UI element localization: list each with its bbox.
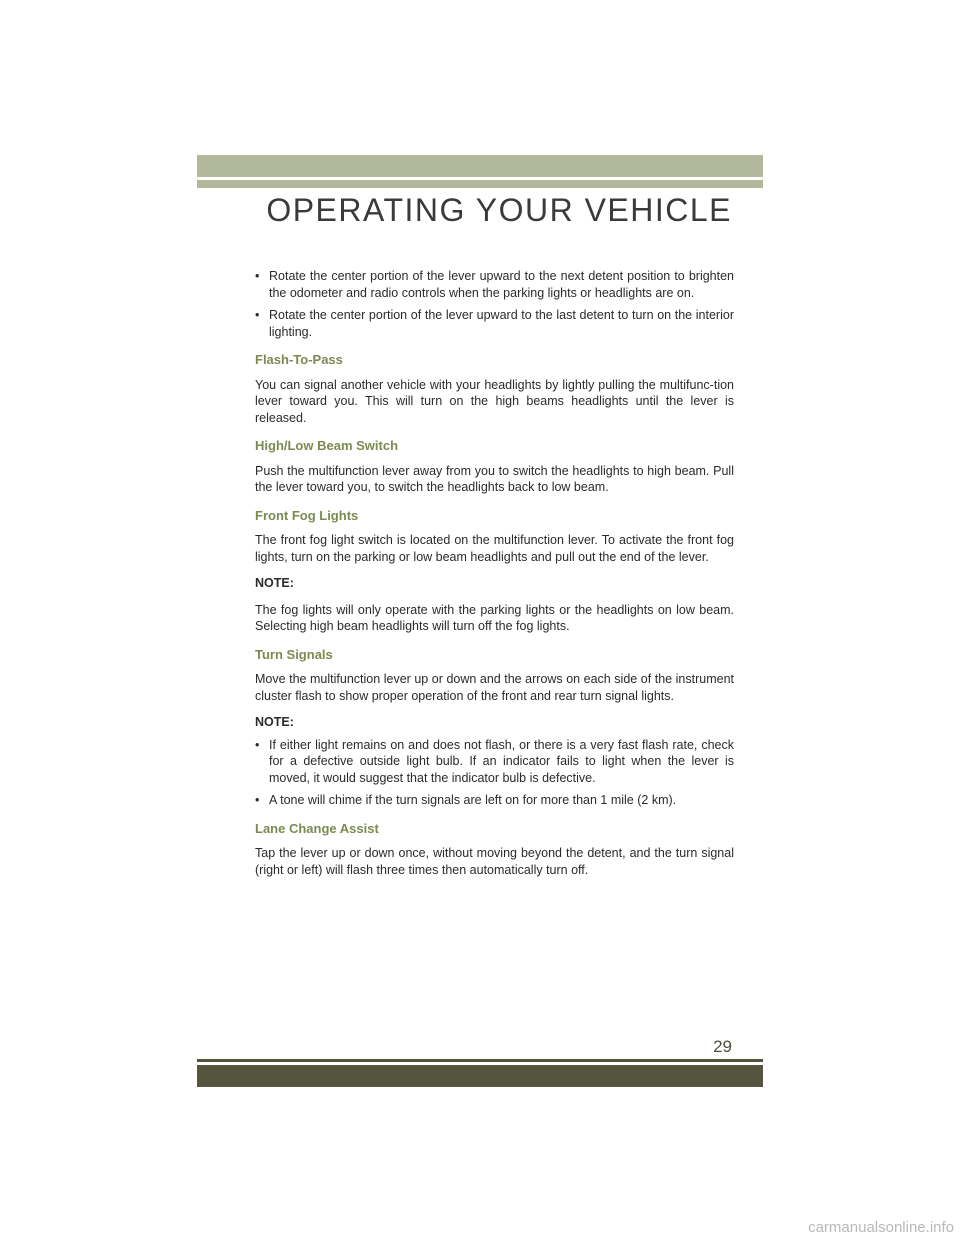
bullet-text: A tone will chime if the turn signals are left on for more than 1 mile (2 km). [269,793,677,807]
bullet-icon: • [255,308,260,322]
bullet-text: Rotate the center portion of the lever upward to the next detent position to brighten the odometer and radio controls when the parking lights or headlights are on. [269,269,734,300]
header-band [197,155,763,177]
note-label: NOTE: [255,576,294,590]
footer-band [197,1065,763,1087]
page-number: 29 [713,1037,732,1056]
heading-flash-to-pass: Flash-To-Pass [255,352,343,367]
page-content [255,268,734,888]
watermark: carmanualsonline.info [808,1219,954,1236]
note-label: NOTE: [255,715,294,729]
heading-turn-signals: Turn Signals [255,646,333,662]
list-item [255,268,734,301]
note-text-fog: The fog lights will only operate with the parking lights or the headlights on low beam. Selecting high beam headlights will turn off the fog lights. [255,602,734,633]
list-item [255,307,734,340]
header-rule [197,180,763,188]
section-title: OPERATING YOUR VEHICLE [266,192,732,228]
heading-lane-change-assist: Lane Change Assist [255,820,379,836]
bullet-text: If either light remains on and does not flash, or there is a very fast flash rate, check for a defective outside light bulb. If an indicator fails to light when the lever is moved, it would suggest that the indicator bulb is defective. [269,737,734,785]
paragraph-flash-to-pass: You can signal another vehicle with your headlights by lightly pulling the multifunc-tion lever toward you. This will turn on the high beams headlights until the lever is released. [255,377,734,425]
paragraph-high-low-beam: Push the multifunction lever away from you to switch the headlights to high beam. Pull the lever toward you, to switch the headlights back to low beam. [255,463,734,494]
list-item [255,737,734,787]
bullet-icon: • [255,269,260,283]
paragraph-front-fog-lights: The front fog light switch is located on the multifunction lever. To activate the front fog lights, turn on the parking or low beam headlights and pull out the end of the lever. [255,533,734,564]
list-item [255,792,734,809]
bullet-icon: • [255,737,260,752]
bullet-icon: • [255,793,260,807]
paragraph-turn-signals: Move the multifunction lever up or down and the arrows on each side of the instrument cluster flash to show proper operation of the front and rear turn signal lights. [255,672,734,703]
paragraph-lane-change-assist: Tap the lever up or down once, without moving beyond the detent, and the turn signal (right or left) will flash three times then automatically turn off. [255,846,734,877]
bullet-text: Rotate the center portion of the lever upward to the last detent to turn on the interior lighting. [269,308,734,339]
heading-high-low-beam: High/Low Beam Switch [255,438,399,453]
footer-rule [197,1059,763,1062]
heading-front-fog-lights: Front Fog Lights [255,507,359,523]
